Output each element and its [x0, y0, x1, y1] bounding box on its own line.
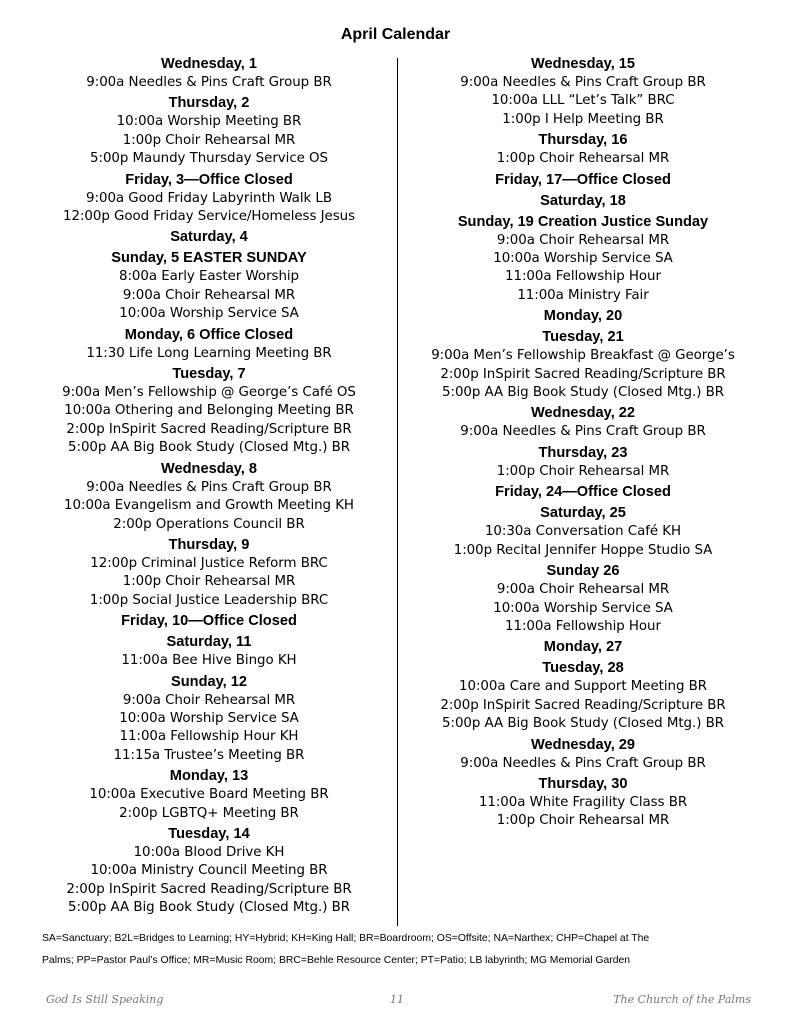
event-item: 10:00a Ministry Council Meeting BR	[90, 863, 328, 879]
day-block	[20, 171, 398, 227]
event-item: 2:00p InSpirit Sacred Reading/Scripture BR	[66, 421, 352, 437]
day-block	[400, 55, 766, 129]
footer-church-name: The Church of the Palms	[613, 993, 751, 1006]
page-title: April Calendar	[340, 26, 451, 43]
day-block	[20, 365, 398, 458]
event-item: 9:00a Choir Rehearsal MR	[122, 692, 296, 708]
event-item: 10:00a Worship Meeting BR	[116, 114, 302, 130]
day-block	[20, 94, 398, 168]
day-heading: Tuesday, 7	[172, 366, 246, 383]
event-item: 5:00p Maundy Thursday Service OS	[90, 151, 328, 167]
day-block	[400, 307, 766, 326]
event-item: 9:00a Choir Rehearsal MR	[496, 582, 670, 598]
day-heading: Wednesday, 8	[161, 460, 257, 477]
event-item: 9:00a Men’s Fellowship @ George’s Café OS	[62, 385, 356, 401]
event-item: 12:00p Good Friday Service/Homeless Jesus	[63, 209, 355, 225]
event-item: 12:00p Criminal Justice Reform BRC	[90, 555, 328, 571]
column-divider	[397, 58, 398, 926]
event-item: 9:00a Good Friday Labyrinth Walk LB	[86, 190, 332, 206]
day-heading: Sunday, 12	[171, 673, 247, 690]
day-heading: Saturday, 4	[170, 229, 248, 246]
event-item: 1:00p Choir Rehearsal MR	[122, 132, 296, 148]
day-block	[400, 736, 766, 773]
event-item: 8:00a Early Easter Worship	[118, 269, 300, 285]
event-item: 11:00a Fellowship Hour	[505, 618, 661, 634]
event-item: 1:00p Choir Rehearsal MR	[122, 574, 296, 590]
day-block	[400, 404, 766, 441]
day-block	[20, 55, 398, 92]
day-heading: Monday, 20	[543, 308, 623, 325]
day-heading: Wednesday, 29	[530, 736, 636, 753]
day-block	[20, 326, 398, 363]
event-item: 9:00a Men’s Fellowship Breakfast @ George’s	[431, 348, 735, 364]
day-block	[400, 192, 766, 211]
day-heading: Wednesday, 15	[530, 56, 636, 72]
legend-line: Palms; PP=Pastor Paul’s Office; MR=Music Room; BRC=Behle Resource Center; PT=Patio; LB labyrinth; MG Memorial Garden	[42, 955, 631, 966]
event-item: 5:00p AA Big Book Study (Closed Mtg.) BR	[68, 440, 350, 456]
event-item: 9:00a Needles & Pins Craft Group BR	[460, 75, 706, 90]
event-item: 11:00a Bee Hive Bingo KH	[121, 653, 297, 669]
event-item: 2:00p InSpirit Sacred Reading/Scripture BR	[66, 881, 352, 897]
event-item: 1:00p Choir Rehearsal MR	[496, 463, 670, 479]
event-item: 10:30a Conversation Café KH	[484, 524, 682, 540]
event-item: 9:00a Needles & Pins Craft Group BR	[460, 424, 706, 440]
event-item: 11:00a White Fragility Class BR	[478, 794, 688, 810]
event-item: 10:00a Othering and Belonging Meeting BR	[64, 403, 354, 419]
event-item: 1:00p I Help Meeting BR	[502, 111, 664, 127]
event-item: 10:00a Worship Service SA	[493, 600, 673, 616]
day-heading: Monday, 27	[543, 639, 623, 656]
day-heading: Thursday, 30	[538, 775, 628, 792]
day-block	[400, 213, 766, 306]
page-footer	[0, 993, 791, 1009]
event-item: 10:00a Worship Service SA	[119, 710, 299, 726]
day-heading: Wednesday, 22	[530, 405, 636, 422]
day-block	[400, 659, 766, 733]
legend-line: SA=Sanctuary; B2L=Bridges to Learning; HY=Hybrid; KH=King Hall; BR=Boardroom; OS=Offsite; NA=Narthex; CHP=Chapel at The	[42, 933, 650, 944]
event-item: 10:00a Care and Support Meeting BR	[459, 679, 707, 695]
event-item: 2:00p LGBTQ+ Meeting BR	[119, 805, 299, 821]
day-block	[20, 228, 398, 247]
event-item: 5:00p AA Big Book Study (Closed Mtg.) BR	[68, 900, 350, 916]
event-item: 11:15a Trustee’s Meeting BR	[113, 747, 305, 763]
day-heading: Thursday, 9	[168, 536, 250, 553]
day-block	[400, 562, 766, 636]
day-heading: Sunday, 19 Creation Justice Sunday	[457, 213, 709, 230]
event-item: 10:00a Worship Service SA	[493, 251, 673, 267]
day-heading: Friday, 10—Office Closed	[121, 613, 297, 630]
event-item: 10:00a Evangelism and Growth Meeting KH	[64, 498, 354, 514]
event-item: 10:00a Blood Drive KH	[133, 844, 285, 860]
day-heading: Friday, 24—Office Closed	[495, 484, 671, 501]
event-item: 1:00p Choir Rehearsal MR	[496, 813, 670, 829]
event-item: 2:00p InSpirit Sacred Reading/Scripture BR	[440, 697, 726, 713]
event-item: 9:00a Needles & Pins Craft Group BR	[86, 479, 332, 495]
day-heading: Thursday, 16	[538, 132, 628, 149]
day-heading: Thursday, 2	[168, 95, 250, 112]
page-number: 11	[390, 993, 404, 1006]
day-block	[20, 673, 398, 766]
day-heading: Friday, 17—Office Closed	[495, 171, 671, 188]
event-item: 11:30 Life Long Learning Meeting BR	[86, 345, 332, 361]
day-heading: Friday, 3—Office Closed	[125, 171, 293, 188]
day-block	[400, 775, 766, 831]
location-legend	[42, 928, 762, 972]
day-block	[400, 444, 766, 481]
calendar-left-column	[20, 55, 398, 918]
day-block	[400, 483, 766, 502]
day-block	[20, 612, 398, 631]
event-item: 5:00p AA Big Book Study (Closed Mtg.) BR	[442, 385, 724, 401]
day-block	[20, 633, 398, 670]
day-heading: Thursday, 23	[538, 444, 628, 461]
calendar-right-column	[400, 55, 766, 831]
day-block	[400, 504, 766, 560]
day-block	[400, 328, 766, 402]
day-block	[20, 249, 398, 323]
event-item: 11:00a Fellowship Hour	[505, 269, 661, 285]
day-block	[20, 536, 398, 610]
day-heading: Monday, 6 Office Closed	[124, 326, 294, 343]
day-block	[20, 460, 398, 534]
day-heading: Tuesday, 14	[168, 825, 250, 842]
day-heading: Sunday, 5 EASTER SUNDAY	[111, 250, 307, 267]
day-heading: Tuesday, 21	[542, 329, 624, 346]
event-item: 5:00p AA Big Book Study (Closed Mtg.) BR	[442, 716, 724, 732]
footer-tagline: God Is Still Speaking	[46, 993, 164, 1006]
event-item: 9:00a Choir Rehearsal MR	[496, 232, 670, 248]
day-block	[20, 825, 398, 918]
day-heading: Tuesday, 28	[542, 660, 624, 677]
event-item: 1:00p Recital Jennifer Hoppe Studio SA	[453, 542, 713, 558]
day-heading: Saturday, 11	[166, 634, 252, 651]
event-item: 9:00a Needles & Pins Craft Group BR	[86, 75, 332, 90]
day-block	[400, 131, 766, 168]
event-item: 10:00a LLL “Let’s Talk” BRC	[491, 93, 675, 109]
day-heading: Sunday 26	[546, 563, 620, 580]
day-block	[400, 638, 766, 657]
day-heading: Monday, 13	[169, 768, 249, 785]
event-item: 1:00p Social Justice Leadership BRC	[89, 592, 329, 608]
event-item: 11:00a Ministry Fair	[517, 287, 649, 303]
event-item: 1:00p Choir Rehearsal MR	[496, 151, 670, 167]
event-item: 9:00a Choir Rehearsal MR	[122, 287, 296, 303]
event-item: 11:00a Fellowship Hour KH	[119, 729, 299, 745]
day-heading: Saturday, 25	[540, 505, 626, 522]
day-heading: Wednesday, 1	[161, 56, 257, 72]
day-block	[400, 171, 766, 190]
event-item: 9:00a Needles & Pins Craft Group BR	[460, 755, 706, 771]
event-item: 10:00a Executive Board Meeting BR	[89, 787, 329, 803]
event-item: 2:00p Operations Council BR	[113, 516, 305, 532]
day-block	[20, 767, 398, 823]
day-heading: Saturday, 18	[540, 192, 626, 209]
event-item: 10:00a Worship Service SA	[119, 306, 299, 322]
event-item: 2:00p InSpirit Sacred Reading/Scripture BR	[440, 366, 726, 382]
